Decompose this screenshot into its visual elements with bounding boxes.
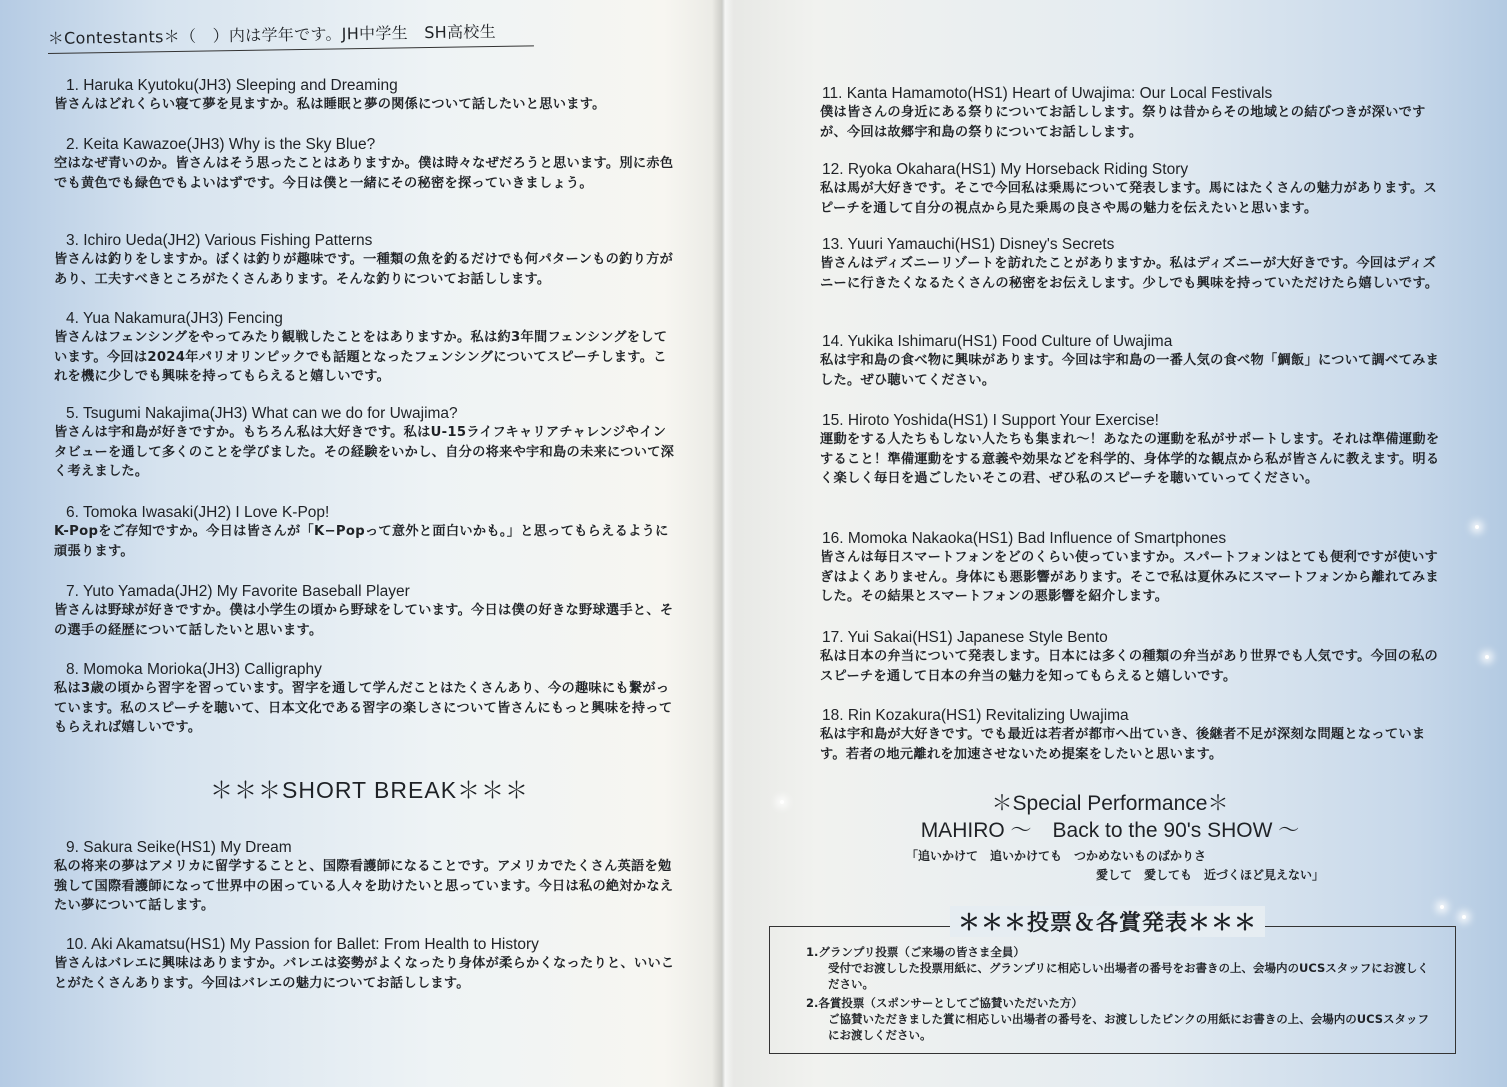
contestant-entry: [54, 135, 676, 193]
voting-item-text: ご協賛いただきました賞に相応しい出場者の番号を、お渡ししたピンクの用紙にお書きの上、会場内のUCSスタッフにお渡しください。: [828, 1012, 1430, 1042]
contestant-description: 私は日本の弁当について発表します。日本には多くの種類の弁当があり世界でも人気です。今回の私のスピーチを通して日本の弁当の魅力を知ってもらえると嬉しいです。: [820, 649, 1439, 684]
sparkle-decoration: [1462, 915, 1466, 919]
contestant-title: 5. Tsugumi Nakajima(JH3) What can we do for Uwajima?: [66, 405, 458, 422]
special-performance-title: ＊Special Performance＊: [991, 792, 1229, 815]
contestant-description: 私は宇和島が大好きです。でも最近は若者が都市へ出ていき、後継者不足が深刻な問題となっています。若者の地元離れを加速させないため提案をしたいと思います。: [820, 727, 1426, 762]
contestant-description: 私の将来の夢はアメリカに留学することと、国際看護師になることです。アメリカでたくさん英語を勉強して国際看護師になって世界中の困っている人々を助けたいと思っています。今日は私の絶対かなえたい夢について話します。: [54, 859, 674, 913]
contestant-title: 6. Tomoka Iwasaki(JH2) I Love K-Pop!: [66, 504, 330, 521]
contestant-entry: [820, 160, 1446, 218]
contestant-title: 13. Yuuri Yamauchi(HS1) Disney's Secrets: [822, 236, 1115, 253]
contestant-description: 運動をする人たちもしない人たちも集まれ〜！あなたの運動を私がサポートします。それは準備運動をすること！準備運動をする意義や効果などを科学的、身体学的な観点から私が皆さんに教えます。明るく楽しく毎日を過ごしたいそこの君、ぜひ私のスピーチを聴いていってください。: [820, 432, 1440, 486]
contestant-title: 11. Kanta Hamamoto(HS1) Heart of Uwajima: Our Local Festivals: [822, 85, 1273, 102]
contestant-entry: [820, 411, 1446, 489]
contestant-title: 15. Hiroto Yoshida(HS1) I Support Your Exercise!: [822, 412, 1159, 429]
special-performance: [830, 790, 1390, 844]
contestants-header: ＊Contestants＊（ ）内は学年です。JH中学生 SH高校生: [48, 18, 534, 54]
contestant-title: 2. Keita Kawazoe(JH3) Why is the Sky Blue?: [66, 136, 376, 153]
contestant-entry: [54, 935, 676, 993]
lyric-line: 「追いかけて 追いかけても つかめないものばかりさ: [906, 849, 1207, 863]
contestant-entry: [54, 582, 676, 640]
sparkle-decoration: [1475, 525, 1479, 529]
contestant-entry: [54, 503, 676, 561]
short-break-label: ＊＊＊SHORT BREAK＊＊＊: [210, 777, 530, 803]
contestant-title: 3. Ichiro Ueda(JH2) Various Fishing Patterns: [66, 232, 373, 249]
page-fold: [712, 0, 734, 1087]
sparkle-decoration: [1440, 905, 1444, 909]
voting-item: [806, 944, 1436, 992]
contestant-title: 18. Rin Kozakura(HS1) Revitalizing Uwajima: [822, 707, 1129, 724]
contestant-title: 14. Yukika Ishimaru(HS1) Food Culture of Uwajima: [822, 333, 1173, 350]
voting-item: [806, 995, 1436, 1043]
contestant-description: 皆さんは野球が好きですか。僕は小学生の頃から野球をしています。今日は僕の好きな野球選手と、その選手の経歴について話したいと思います。: [54, 603, 674, 638]
contestant-description: 皆さんはディズニーリゾートを訪れたことがありますか。私はディズニーが大好きです。今回はディズニーに行きたくなるたくさんの秘密をお伝えします。少しでも興味を持っていただけたら嬉しいです。: [820, 256, 1439, 291]
sparkle-decoration: [780, 800, 784, 804]
contestant-description: 空はなぜ青いのか。皆さんはそう思ったことはありますか。僕は時々なぜだろうと思います。別に赤色でも黄色でも緑色でもよいはずです。今日は僕と一緒にその秘密を探っていきましょう。: [54, 156, 674, 191]
contestant-entry: [54, 404, 676, 482]
contestant-title: 8. Momoka Morioka(JH3) Calligraphy: [66, 661, 322, 678]
voting-title: ＊＊＊投票＆各賞発表＊＊＊: [950, 906, 1265, 937]
contestant-description: K-Popをご存知ですか。今日は皆さんが「K−Popって意外と面白いかも。」と思ってもらえるように頑張ります。: [54, 524, 669, 559]
contestant-entry: [820, 235, 1446, 293]
special-performance-subtitle: MAHIRO 〜 Back to the 90's SHOW 〜: [920, 819, 1300, 842]
contestant-title: 16. Momoka Nakaoka(HS1) Bad Influence of Smartphones: [822, 530, 1227, 547]
contestant-description: 皆さんは宇和島が好きですか。もちろん私は大好きです。私はU-15ライフキャリアチャレンジやインタビューを通して多くのことを学びました。その経験をいかし、自分の将来や宇和島の未来について深く考えました。: [54, 425, 675, 479]
contestant-title: 1. Haruka Kyutoku(JH3) Sleeping and Dreaming: [66, 77, 398, 94]
sparkle-decoration: [1485, 655, 1489, 659]
contestant-description: 私は宇和島の食べ物に興味があります。今回は宇和島の一番人気の食べ物「鯛飯」について調べてみました。ぜひ聴いてください。: [820, 353, 1440, 388]
voting-item-heading: 1.グランプリ投票（ご来場の皆さま全員）: [806, 945, 1025, 959]
contestant-description: 私は3歳の頃から習字を習っています。習字を通して学んだことはたくさんあり、今の趣味にも繋がっています。私のスピーチを聴いて、日本文化である習字の楽しさについて皆さんにもっと興味を持ってもらえれば嬉しいです。: [54, 681, 673, 735]
contestant-entry: [820, 529, 1446, 607]
contestant-description: 皆さんはフェンシングをやってみたり観戦したことをはありますか。私は約3年間フェンシングをしています。今回は2024年パリオリンピックでも話題となったフェンシングについてスピーチします。これを機に少しでも興味を持ってもらえると嬉しいです。: [54, 330, 668, 384]
contestant-description: 僕は皆さんの身近にある祭りについてお話しします。祭りは昔からその地域との結びつきが深いですが、今回は故郷宇和島の祭りについてお話しします。: [820, 105, 1426, 140]
contestant-title: 9. Sakura Seike(HS1) My Dream: [66, 839, 292, 856]
contestant-entry: [820, 628, 1446, 686]
contestant-description: 皆さんは毎日スマートフォンをどのくらい使っていますか。スパートフォンはとても便利ですが使いすぎはよくありません。身体にも悪影響があります。そこで私は夏休みにスマートフォンから離れてみました。その結果とスマートフォンの悪影響を紹介します。: [820, 550, 1439, 604]
contestant-entry: [820, 84, 1446, 142]
lyric-line: 愛して 愛しても 近づくほど見えない」: [1096, 868, 1325, 882]
contestant-title: 17. Yui Sakai(HS1) Japanese Style Bento: [822, 629, 1108, 646]
contestant-title: 12. Ryoka Okahara(HS1) My Horseback Riding Story: [822, 161, 1189, 178]
contestant-entry: [820, 706, 1446, 764]
contestant-title: 7. Yuto Yamada(JH2) My Favorite Baseball Player: [66, 583, 410, 600]
contestant-title: 4. Yua Nakamura(JH3) Fencing: [66, 310, 283, 327]
contestant-description: 私は馬が大好きです。そこで今回私は乗馬について発表します。馬にはたくさんの魅力があります。スピーチを通して自分の視点から見た乗馬の良さや馬の魅力を伝えたいと思います。: [820, 181, 1437, 216]
voting-item-heading: 2.各賞投票（スポンサーとしてご協賛いただいた方）: [806, 996, 1083, 1010]
voting-item-text: 受付でお渡しした投票用紙に、グランプリに相応しい出場者の番号をお書きの上、会場内のUCSスタッフにお渡しください。: [828, 961, 1429, 991]
contestant-entry: [54, 309, 676, 387]
contestant-description: 皆さんは釣りをしますか。ぼくは釣りが趣味です。一種類の魚を釣るだけでも何パターンもの釣り方があり、工夫すべきところがたくさんあります。そんな釣りについてお話しします。: [54, 252, 674, 287]
contestant-entry: [820, 332, 1446, 390]
contestant-entry: [54, 838, 676, 916]
contestant-title: 10. Aki Akamatsu(HS1) My Passion for Ballet: From Health to History: [66, 936, 539, 953]
contestant-entry: [54, 231, 676, 289]
contestant-description: 皆さんはバレエに興味はありますか。バレエは姿勢がよくなったり身体が柔らかくなったりと、いいことがたくさんあります。今回はバレエの魅力についてお話しします。: [54, 956, 675, 991]
contestant-entry: [54, 76, 676, 115]
contestant-entry: [54, 660, 676, 738]
contestant-description: 皆さんはどれくらい寝て夢を見ますか。私は睡眠と夢の関係について話したいと思います。: [54, 97, 606, 112]
